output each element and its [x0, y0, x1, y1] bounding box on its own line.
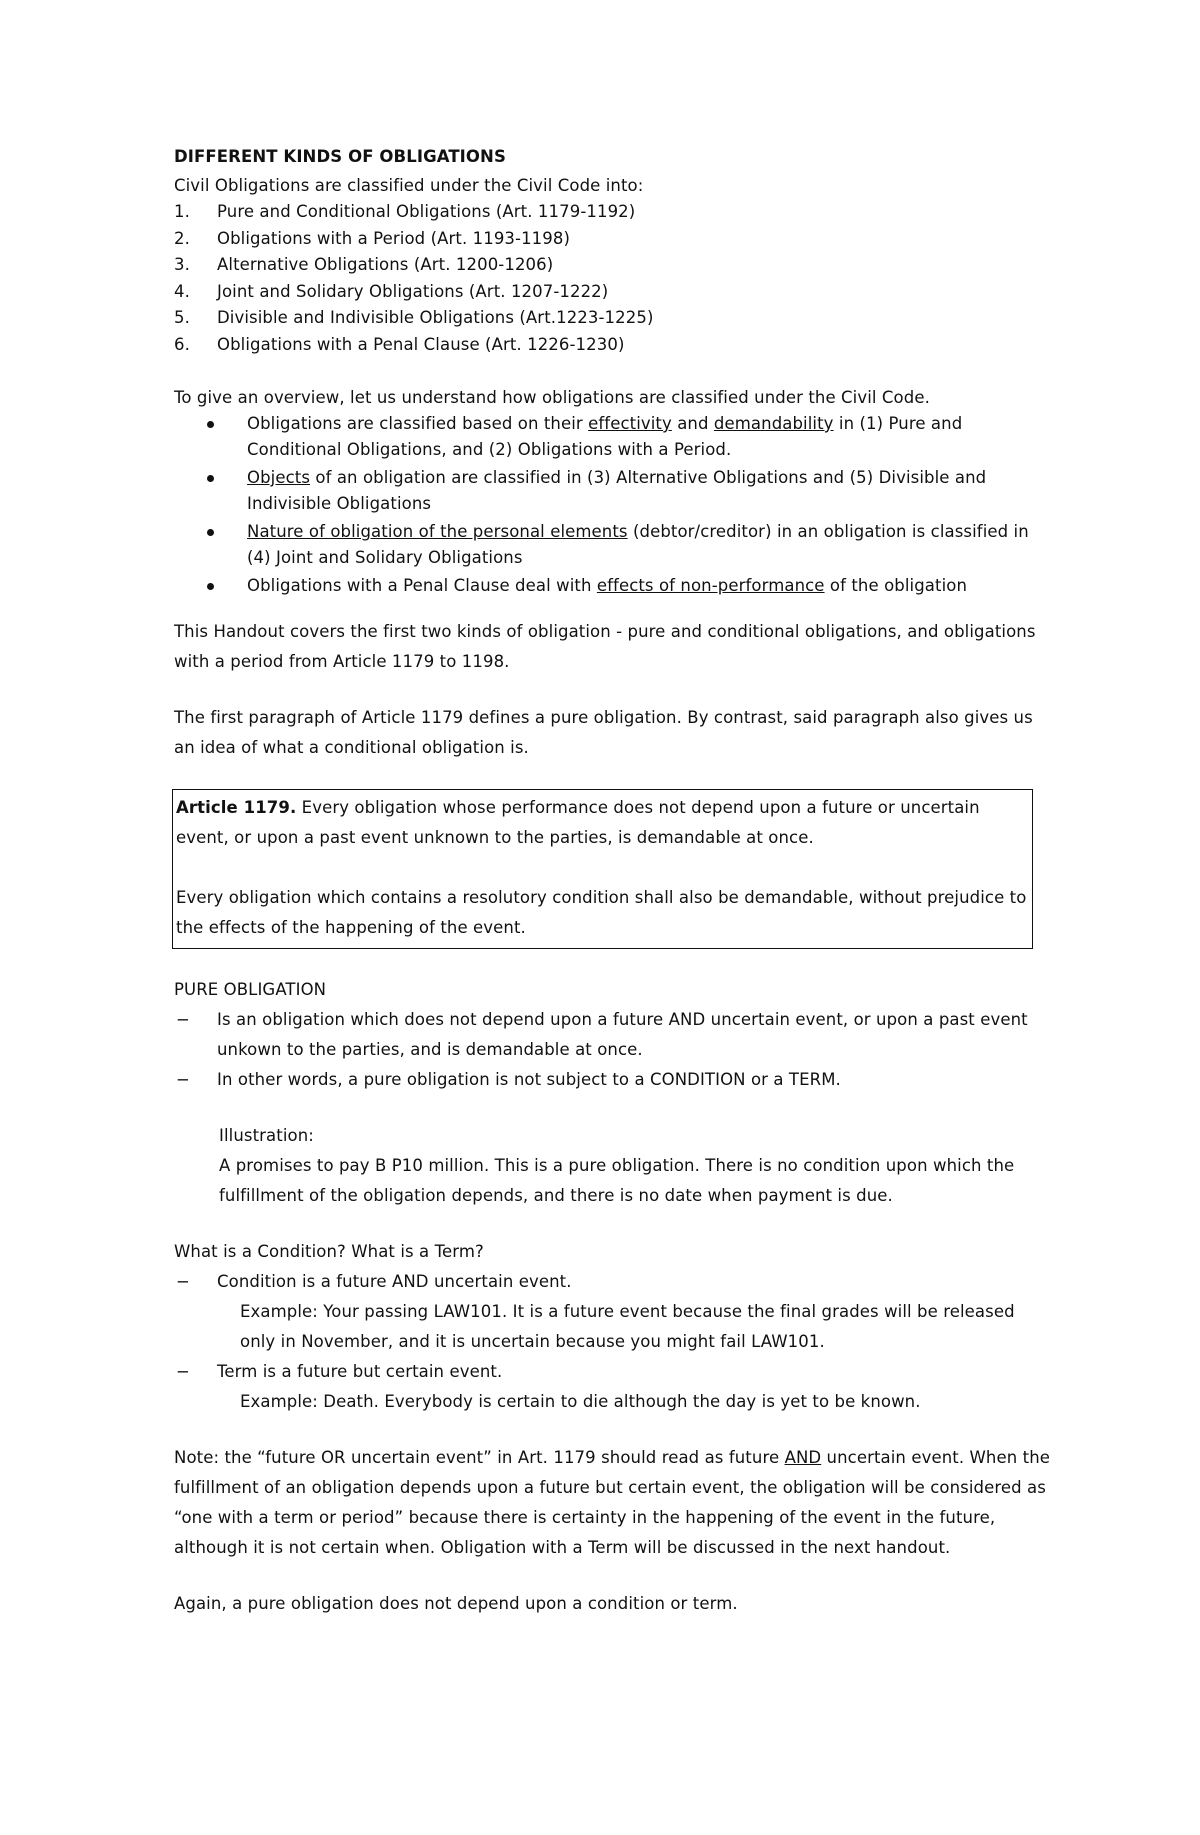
underlined-term: effects of non-performance [596, 576, 825, 595]
intro-text: Civil Obligations are classified under the Civil Code into: [174, 176, 644, 195]
dash-item: − Condition is a future AND uncertain event. [174, 1267, 1054, 1297]
list-number: 4. [174, 281, 190, 301]
spacer [174, 358, 1054, 384]
list-item [174, 226, 1054, 253]
condition-term-list [174, 1267, 1054, 1297]
article-paragraph-2: Every obligation which contains a resolutory condition shall also be demandable, without prejudice to the effects of the happening of the event. [176, 888, 1027, 937]
list-number: 6. [174, 334, 190, 354]
list-item [174, 305, 1054, 332]
bullet-item: Obligations with a Penal Clause deal with effects of non-performance of the obligation [174, 573, 1054, 599]
list-number: 1. [174, 202, 190, 221]
dash-icon: − [176, 1070, 190, 1089]
illustration-text: A promises to pay B P10 million. This is a pure obligation. There is no condition upon which the fulfillment of the obligation depends, and there is no date when payment is due. [219, 1156, 1015, 1205]
bullet-item: Obligations are classified based on their effectivity and demandability in (1) Pure and Conditional Obligations, and (2) Obligations with a Period. [174, 411, 1054, 463]
bullet-icon [207, 421, 214, 428]
illustration-label: Illustration: [219, 1126, 314, 1145]
condition-term-question: What is a Condition? What is a Term? [174, 1242, 484, 1261]
spacer [174, 1417, 1054, 1443]
closing-statement: Again, a pure obligation does not depend upon a condition or term. [174, 1594, 738, 1613]
pure-obligation-list [174, 1005, 1054, 1095]
dash-icon: − [176, 1010, 190, 1029]
bullet-icon [207, 475, 214, 482]
pure-obligation-heading: PURE OBLIGATION [174, 980, 327, 999]
dash-item: − In other words, a pure obligation is not subject to a CONDITION or a TERM. [174, 1065, 1054, 1095]
list-text: Obligations with a Period (Art. 1193-1198) [217, 228, 571, 248]
handout-coverage: This Handout covers the first two kinds of obligation - pure and conditional obligations, and obligations with a period from Article 1179 to 1198. [174, 622, 1036, 671]
list-number: 2. [174, 228, 190, 248]
list-number: 3. [174, 255, 190, 274]
dash-item: − Term is a future but certain event. [174, 1357, 1054, 1387]
list-text: Alternative Obligations (Art. 1200-1206) [217, 255, 554, 274]
spacer [174, 1095, 1054, 1121]
list-item [174, 252, 1054, 279]
dash-icon: − [176, 1272, 190, 1291]
list-item [174, 279, 1054, 306]
dash-icon: − [176, 1362, 190, 1381]
underlined-term: demandability [713, 414, 834, 433]
underlined-term: Nature of obligation of the personal elements [247, 522, 628, 541]
spacer [174, 763, 1054, 789]
first-paragraph-note: The first paragraph of Article 1179 defines a pure obligation. By contrast, said paragraph also gives us an idea of what a conditional obligation is. [174, 708, 1033, 757]
list-text: Divisible and Indivisible Obligations (Art.1223-1225) [217, 308, 654, 327]
list-number: 5. [174, 308, 190, 327]
overview-bullets [174, 411, 1054, 599]
document-title: DIFFERENT KINDS OF OBLIGATIONS [174, 147, 506, 166]
spacer [174, 677, 1054, 703]
bullet-item: Objects of an obligation are classified in (3) Alternative Obligations and (5) Divisible and Indivisible Obligations [174, 465, 1054, 517]
spacer [174, 1563, 1054, 1589]
document-page [174, 142, 1054, 1619]
spacer [174, 1211, 1054, 1237]
spacer [174, 601, 1054, 617]
bullet-icon [207, 583, 214, 590]
list-item [174, 199, 1054, 226]
list-text: Pure and Conditional Obligations (Art. 1179-1192) [217, 202, 636, 221]
dash-item: − Is an obligation which does not depend upon a future AND uncertain event, or upon a past event unkown to the parties, and is demandable at once. [174, 1005, 1054, 1065]
article-label: Article 1179. [176, 798, 297, 817]
bullet-item: Nature of obligation of the personal elements (debtor/creditor) in an obligation is classified in (4) Joint and Solidary Obligations [174, 519, 1054, 571]
article-paragraph-1: Every obligation whose performance does not depend upon a future or uncertain event, or upon a past event unknown to the parties, is demandable at once. [176, 798, 980, 847]
note-paragraph: Note: the “future OR uncertain event” in Art. 1179 should read as future AND uncertain event. When the fulfillment of an obligation depends upon a future but certain event, the obligation will be considered as “one with a term or period” because there is certainty in the happening of the event in the future, although it is not certain when. Obligation with a Term will be discussed in the next handout. [174, 1448, 1051, 1557]
condition-term-list [174, 1357, 1054, 1387]
underlined-term: effectivity [588, 414, 672, 433]
term-example: Example: Death. Everybody is certain to die although the day is yet to be known. [240, 1392, 921, 1411]
classification-list [174, 199, 1054, 358]
list-item [174, 332, 1054, 359]
condition-example: Example: Your passing LAW101. It is a future event because the final grades will be released only in November, and it is uncertain because you might fail LAW101. [240, 1302, 1015, 1351]
underlined-term: Objects [247, 468, 311, 487]
article-1179-box [172, 789, 1033, 949]
overview-lead: To give an overview, let us understand how obligations are classified under the Civil Code. [174, 388, 930, 407]
list-text: Obligations with a Penal Clause (Art. 1226-1230) [217, 334, 625, 354]
bullet-icon [207, 529, 214, 536]
spacer [174, 949, 1054, 975]
underlined-term: AND [784, 1448, 822, 1467]
list-text: Joint and Solidary Obligations (Art. 1207-1222) [217, 281, 609, 301]
